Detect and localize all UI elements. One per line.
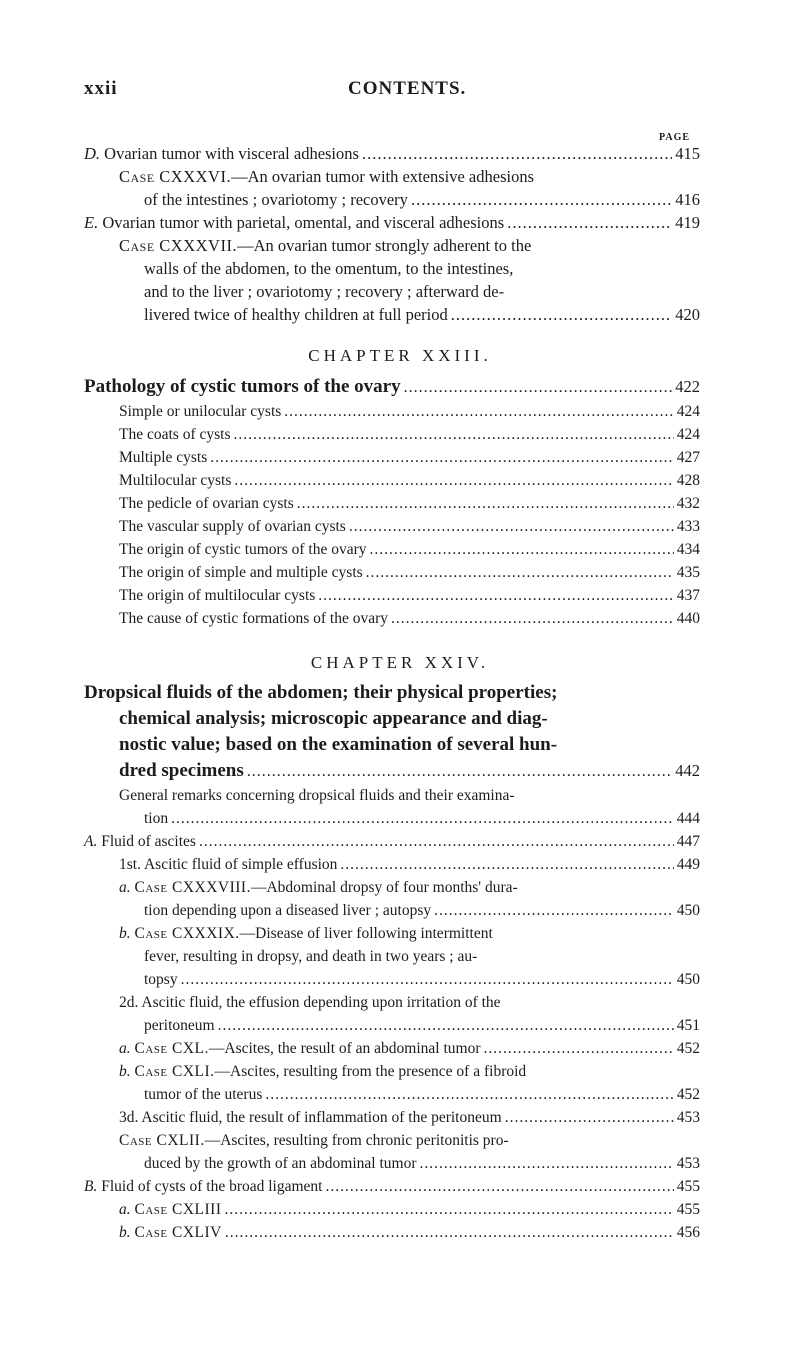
toc-entry-ch23-item[interactable] bbox=[119, 449, 700, 467]
entry-text: tion depending upon a diseased liver ; autopsy bbox=[144, 902, 432, 919]
page-number: xxii bbox=[84, 78, 118, 99]
toc-entry-case-137[interactable] bbox=[144, 305, 700, 325]
leader-dots bbox=[233, 426, 673, 444]
entry-page: 442 bbox=[675, 761, 700, 780]
entry-page: 427 bbox=[676, 449, 700, 466]
case-137-line-1 bbox=[119, 236, 531, 256]
toc-entry-e[interactable] bbox=[84, 213, 700, 233]
entry-text: Multiple cysts bbox=[119, 449, 208, 466]
entry-text: 3d. Ascitic fluid, the result of inflammation of the peritoneum bbox=[119, 1109, 502, 1126]
entry-page: 424 bbox=[676, 403, 700, 420]
leader-dots bbox=[218, 1017, 674, 1035]
leader-dots bbox=[419, 1155, 673, 1173]
chapter-24-title-line-1: Dropsical fluids of the abdomen; their physical properties; bbox=[84, 682, 558, 703]
toc-entry-case-139[interactable] bbox=[144, 971, 700, 989]
leader-dots bbox=[362, 144, 672, 164]
entry-page: 435 bbox=[676, 564, 700, 581]
entry-text: The origin of multilocular cysts bbox=[119, 587, 316, 604]
case-139-line-1 bbox=[119, 925, 493, 943]
toc-entry-ch23-item[interactable] bbox=[119, 610, 700, 628]
toc-entry-ch23-item[interactable] bbox=[119, 564, 700, 582]
case-141-line-1 bbox=[119, 1063, 526, 1081]
toc-entry-b-broad-ligament[interactable] bbox=[84, 1178, 700, 1196]
toc-entry-ch23-item[interactable] bbox=[119, 495, 700, 513]
leader-dots bbox=[297, 495, 674, 513]
toc-entry-a-fluid-of-ascites[interactable] bbox=[84, 833, 700, 851]
entry-page: 428 bbox=[676, 472, 700, 489]
entry-text: of the intestines ; ovariotomy ; recovery bbox=[144, 190, 408, 209]
case-139-line-2: fever, resulting in dropsy, and death in two years ; au- bbox=[144, 948, 478, 965]
entry-page: 455 bbox=[676, 1201, 700, 1218]
entry-page: 415 bbox=[675, 144, 700, 163]
section-marker: E. bbox=[84, 213, 99, 232]
leader-dots bbox=[171, 810, 674, 828]
entry-page: 449 bbox=[676, 856, 700, 873]
leader-dots bbox=[411, 190, 672, 210]
toc-entry-case-142[interactable] bbox=[144, 1155, 700, 1173]
toc-entry-1st-ascitic-fluid[interactable] bbox=[119, 856, 700, 874]
section-marker: D. bbox=[84, 144, 101, 163]
case-label: Case CXXXVII. bbox=[119, 236, 238, 255]
leader-dots bbox=[434, 902, 674, 920]
case-text: —Abdominal dropsy of four months' dura- bbox=[250, 879, 518, 896]
section-marker: A. bbox=[84, 833, 98, 850]
entry-text: tion bbox=[144, 810, 169, 827]
subsection-marker: a. bbox=[119, 879, 131, 896]
second-ascitic-line-1: 2d. Ascitic fluid, the effusion depending upon irritation of the bbox=[119, 994, 501, 1011]
entry-page: 437 bbox=[676, 587, 700, 604]
entry-page: 433 bbox=[676, 518, 700, 535]
case-136-line-1 bbox=[119, 167, 534, 187]
toc-entry-ch23-item[interactable] bbox=[119, 472, 700, 490]
entry-text: topsy bbox=[144, 971, 178, 988]
page-column-label: PAGE bbox=[659, 132, 691, 143]
leader-dots bbox=[404, 379, 673, 397]
entry-text: —Ascites, the result of an abdominal tumor bbox=[208, 1040, 481, 1057]
chapter-24-title-line-3: nostic value; based on the examination of several hun- bbox=[119, 734, 558, 755]
case-label: Case CXXXIX. bbox=[134, 925, 240, 942]
subsection-marker: b. bbox=[119, 1063, 131, 1080]
leader-dots bbox=[210, 449, 673, 467]
case-137-line-3: and to the liver ; ovariotomy ; recovery ; afterward de- bbox=[144, 282, 505, 301]
toc-entry-general-remarks[interactable] bbox=[144, 810, 700, 828]
entry-text: The pedicle of ovarian cysts bbox=[119, 495, 294, 512]
case-label: Case CXXXVIII. bbox=[134, 879, 251, 896]
entry-page: 455 bbox=[676, 1178, 700, 1195]
entry-page: 450 bbox=[676, 902, 700, 919]
entry-page: 456 bbox=[676, 1224, 700, 1241]
leader-dots bbox=[349, 518, 674, 536]
leader-dots bbox=[326, 1178, 674, 1196]
case-label: Case CXLIII bbox=[134, 1201, 222, 1218]
entry-text: The cause of cystic formations of the ovary bbox=[119, 610, 389, 627]
subsection-marker: b. bbox=[119, 1224, 131, 1241]
entry-text: livered twice of healthy children at full period bbox=[144, 305, 448, 324]
leader-dots bbox=[224, 1201, 673, 1219]
subsection-marker: b. bbox=[119, 925, 131, 942]
case-138-line-1 bbox=[119, 879, 518, 897]
case-text: —Ascites, resulting from chronic peritonitis pro- bbox=[204, 1132, 509, 1149]
leader-dots bbox=[225, 1224, 674, 1242]
subsection-marker: a. bbox=[119, 1040, 131, 1057]
leader-dots bbox=[318, 587, 673, 605]
case-label: Case CXXXVI. bbox=[119, 167, 232, 186]
section-marker: B. bbox=[84, 1178, 98, 1195]
entry-page: 416 bbox=[675, 190, 700, 209]
toc-entry-2d-ascitic-fluid[interactable] bbox=[144, 1017, 700, 1035]
case-label: Case CXLII. bbox=[119, 1132, 205, 1149]
case-text: —Ascites, resulting from the presence of a fibroid bbox=[214, 1063, 527, 1080]
page-header bbox=[84, 78, 700, 108]
toc-entry-d[interactable] bbox=[84, 144, 700, 164]
entry-page: 453 bbox=[676, 1155, 700, 1172]
leader-dots bbox=[366, 564, 674, 582]
case-label: Case CXL. bbox=[134, 1040, 209, 1057]
entry-page: 451 bbox=[676, 1017, 700, 1034]
chapter-24-title-line-2: chemical analysis; microscopic appearance and diag- bbox=[119, 708, 548, 729]
leader-dots bbox=[247, 763, 673, 781]
case-text: —An ovarian tumor with extensive adhesions bbox=[231, 167, 534, 186]
toc-entry-ch23-item[interactable] bbox=[119, 518, 700, 536]
leader-dots bbox=[451, 305, 672, 325]
case-label: Case CXLIV bbox=[134, 1224, 222, 1241]
entry-text: 1st. Ascitic fluid of simple effusion bbox=[119, 856, 338, 873]
entry-page: 453 bbox=[676, 1109, 700, 1126]
case-text: —An ovarian tumor strongly adherent to the bbox=[237, 236, 532, 255]
general-remarks-line-1: General remarks concerning dropsical fluids and their examina- bbox=[119, 787, 515, 804]
case-label: Case CXLI. bbox=[134, 1063, 215, 1080]
entry-text: duced by the growth of an abdominal tumor bbox=[144, 1155, 417, 1172]
entry-text: Fluid of cysts of the broad ligament bbox=[101, 1178, 323, 1195]
entry-page: 424 bbox=[676, 426, 700, 443]
leader-dots bbox=[199, 833, 674, 851]
entry-text: tumor of the uterus bbox=[144, 1086, 263, 1103]
entry-page: 450 bbox=[676, 971, 700, 988]
page-title: CONTENTS. bbox=[348, 78, 467, 99]
subsection-marker: a. bbox=[119, 1201, 131, 1218]
leader-dots bbox=[507, 213, 672, 233]
leader-dots bbox=[181, 971, 674, 989]
entry-text: Ovarian tumor with parietal, omental, and visceral adhesions bbox=[102, 213, 505, 232]
toc-entry-ch23-item[interactable] bbox=[119, 587, 700, 605]
toc-entry-case-143[interactable] bbox=[119, 1201, 700, 1219]
leader-dots bbox=[370, 541, 674, 559]
chapter-23-heading: CHAPTER XXIII. bbox=[308, 346, 492, 365]
entry-text: dred specimens bbox=[119, 760, 244, 781]
leader-dots bbox=[234, 472, 673, 490]
entry-page: 422 bbox=[675, 377, 700, 396]
toc-entry-case-140[interactable] bbox=[119, 1040, 700, 1058]
case-137-line-2: walls of the abdomen, to the omentum, to the intestines, bbox=[144, 259, 514, 278]
entry-text: peritoneum bbox=[144, 1017, 215, 1034]
toc-entry-3d-ascitic-fluid[interactable] bbox=[119, 1109, 700, 1127]
entry-text: Simple or unilocular cysts bbox=[119, 403, 282, 420]
toc-entry-case-138[interactable] bbox=[144, 902, 700, 920]
leader-dots bbox=[484, 1040, 674, 1058]
entry-page: 419 bbox=[675, 213, 700, 232]
toc-entry-case-136[interactable] bbox=[144, 190, 700, 210]
entry-page: 452 bbox=[676, 1086, 700, 1103]
entry-text: Fluid of ascites bbox=[101, 833, 196, 850]
leader-dots bbox=[340, 856, 673, 874]
entry-page: 440 bbox=[676, 610, 700, 627]
case-text: —Disease of liver following intermittent bbox=[239, 925, 493, 942]
toc-entry-chapter-24-title[interactable] bbox=[119, 760, 700, 782]
toc-entry-ch23-item[interactable] bbox=[119, 426, 700, 444]
leader-dots bbox=[505, 1109, 674, 1127]
leader-dots bbox=[391, 610, 674, 628]
entry-text: Pathology of cystic tumors of the ovary bbox=[84, 376, 401, 397]
toc-entry-chapter-23-title[interactable] bbox=[84, 376, 700, 398]
entry-page: 447 bbox=[676, 833, 700, 850]
entry-text: The origin of cystic tumors of the ovary bbox=[119, 541, 367, 558]
entry-page: 444 bbox=[676, 810, 700, 827]
leader-dots bbox=[284, 403, 673, 421]
leader-dots bbox=[265, 1086, 673, 1104]
toc-entry-case-141[interactable] bbox=[144, 1086, 700, 1104]
entry-text: The coats of cysts bbox=[119, 426, 231, 443]
entry-page: 432 bbox=[676, 495, 700, 512]
toc-entry-ch23-item[interactable] bbox=[119, 403, 700, 421]
toc-entry-ch23-item[interactable] bbox=[119, 541, 700, 559]
entry-page: 452 bbox=[676, 1040, 700, 1057]
entry-text: The vascular supply of ovarian cysts bbox=[119, 518, 346, 535]
case-142-line-1 bbox=[119, 1132, 509, 1150]
entry-text: Multilocular cysts bbox=[119, 472, 232, 489]
entry-text: Ovarian tumor with visceral adhesions bbox=[104, 144, 359, 163]
chapter-24-heading: CHAPTER XXIV. bbox=[310, 653, 490, 672]
toc-entry-case-144[interactable] bbox=[119, 1224, 700, 1242]
entry-page: 434 bbox=[676, 541, 700, 558]
entry-text: The origin of simple and multiple cysts bbox=[119, 564, 363, 581]
entry-page: 420 bbox=[675, 305, 700, 324]
